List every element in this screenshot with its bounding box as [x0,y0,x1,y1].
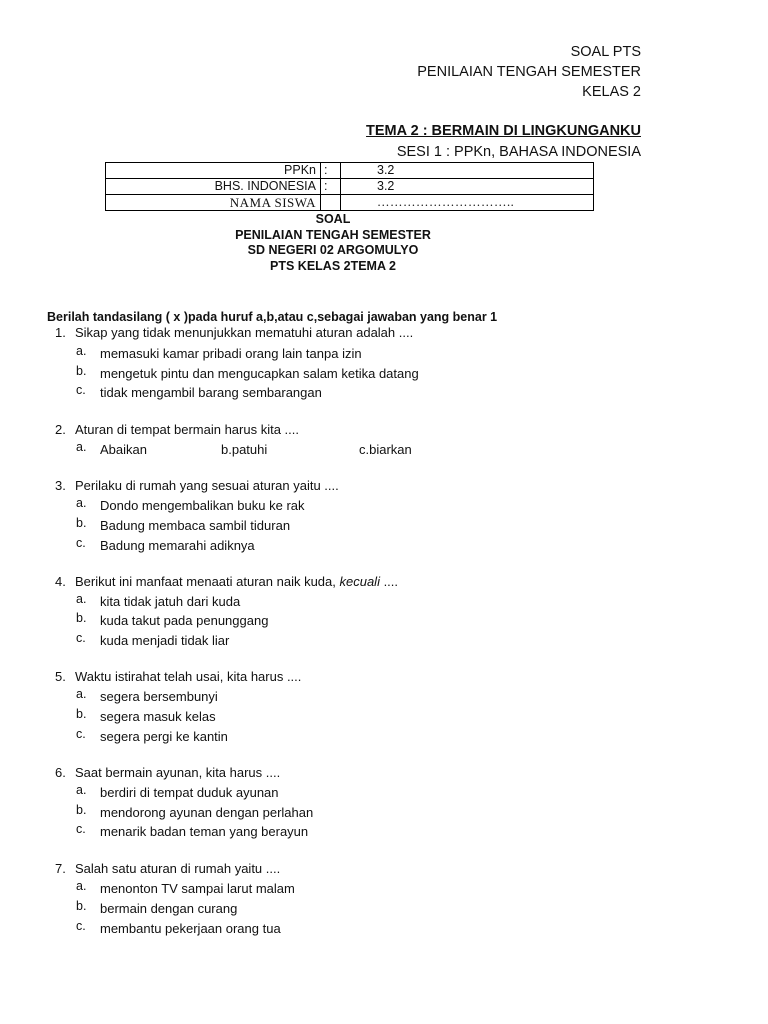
info-separator: : [321,179,341,195]
info-row [106,179,594,195]
option-text: Badung membaca sambil tiduran [100,518,291,533]
question-number: 1. [55,325,66,340]
option-text: c.biarkan [359,442,412,457]
question [55,325,413,340]
title-block [0,212,768,274]
header-subtitle: PENILAIAN TENGAH SEMESTER [417,64,641,80]
option-text: bermain dengan curang [100,901,238,916]
option-text: Abaikan [100,442,147,457]
info-label: NAMA SISWA [106,195,321,211]
option-letter: b. [76,611,87,625]
option-text: menarik badan teman yang berayun [100,824,309,839]
question-text-part: .... [379,574,399,589]
theme-title: TEMA 2 : BERMAIN DI LINGKUNGANKU [366,123,641,139]
option-text: membantu pekerjaan orang tua [100,921,281,936]
answer-option[interactable] [76,594,240,609]
answer-option[interactable] [76,366,419,381]
option-text: segera pergi ke kantin [100,729,228,744]
document-header [417,42,641,102]
question-text: Salah satu aturan di rumah yaitu .... [75,861,281,876]
question-text: Waktu istirahat telah usai, kita harus .... [75,669,302,684]
question [55,478,339,493]
question-text-emphasis: kecuali [339,574,380,589]
option-text: segera masuk kelas [100,709,216,724]
question-number: 4. [55,574,66,589]
answer-option[interactable] [76,901,237,916]
answer-option[interactable] [76,785,279,800]
question-text: Aturan di tempat bermain harus kita .... [75,422,299,437]
question-text: Saat bermain ayunan, kita harus .... [75,765,281,780]
question [55,765,280,780]
info-separator [321,195,341,211]
option-letter: b. [76,899,87,913]
answer-option[interactable] [359,442,412,457]
instruction: Berilah tandasilang ( x )pada huruf a,b,atau c,sebagai jawaban yang benar 1 [47,310,498,324]
question-number: 7. [55,861,66,876]
option-text: memasuki kamar pribadi orang lain tanpa izin [100,346,362,361]
answer-option[interactable] [76,805,313,820]
answer-option[interactable] [76,689,218,704]
option-text: segera bersembunyi [100,689,218,704]
option-letter: a. [76,687,87,701]
option-letter: c. [76,727,86,741]
option-letter: c. [76,631,86,645]
option-text: kita tidak jatuh dari kuda [100,594,241,609]
option-text: kuda takut pada penunggang [100,613,269,628]
answer-option[interactable] [76,921,281,936]
option-text: kuda menjadi tidak liar [100,633,230,648]
option-text: berdiri di tempat duduk ayunan [100,785,279,800]
option-letter: a. [76,879,87,893]
option-letter: c. [76,536,86,550]
question [55,574,398,589]
school-name: SD NEGERI 02 ARGOMULYO [247,243,419,257]
question-number: 3. [55,478,66,493]
option-letter: b. [76,364,87,378]
question-number: 2. [55,422,66,437]
question [55,422,299,437]
option-letter: c. [76,822,86,836]
answer-option[interactable] [76,824,308,839]
info-table [105,162,594,211]
answer-option[interactable] [76,346,362,361]
info-value: 3.2 [341,163,594,179]
question-text: Perilaku di rumah yang sesuai aturan yaitu .... [75,478,339,493]
info-row [106,163,594,179]
option-letter: a. [76,344,87,358]
title-line: PENILAIAN TENGAH SEMESTER [235,227,431,242]
option-letter: a. [76,783,87,797]
answer-option[interactable] [76,538,255,553]
session-title: SESI 1 : PPKn, BAHASA INDONESIA [396,144,641,160]
answer-option[interactable] [76,518,290,533]
question-text-part: Berikut ini manfaat menaati aturan naik kuda, [75,574,340,589]
answer-option[interactable] [76,613,268,628]
option-text: mengetuk pintu dan mengucapkan salam ketika datang [100,366,419,381]
header-class: KELAS 2 [582,84,641,100]
answer-option[interactable] [221,442,267,457]
info-row [106,195,594,211]
option-text: tidak mengambil barang sembarangan [100,385,322,400]
answer-option[interactable] [76,498,305,513]
option-letter: a. [76,592,87,606]
answer-option[interactable] [76,729,228,744]
option-letter: b. [76,803,87,817]
question-number: 6. [55,765,66,780]
option-letter: a. [76,440,87,454]
answer-option[interactable] [76,385,322,400]
question [55,669,301,684]
option-text: b.patuhi [221,442,268,457]
header-title: SOAL PTS [570,44,641,60]
option-letter: b. [76,707,87,721]
question [55,861,280,876]
option-letter: b. [76,516,87,530]
option-text: Dondo mengembalikan buku ke rak [100,498,305,513]
option-letter: a. [76,496,87,510]
option-text: Badung memarahi adiknya [100,538,255,553]
info-label: PPKn [106,163,321,179]
info-value: 3.2 [341,179,594,195]
student-name-field[interactable]: ………………………….. [341,195,594,211]
question-text [75,574,398,589]
info-label: BHS. INDONESIA [106,179,321,195]
option-letter: c. [76,919,86,933]
info-separator: : [321,163,341,179]
question-text: Sikap yang tidak menunjukkan mematuhi aturan adalah .... [75,325,414,340]
option-text: mendorong ayunan dengan perlahan [100,805,314,820]
option-letter: c. [76,383,86,397]
answer-option[interactable] [76,442,147,457]
answer-option[interactable] [76,633,229,648]
answer-option[interactable] [76,709,216,724]
title-line: PTS KELAS 2TEMA 2 [270,258,396,273]
answer-option[interactable] [76,881,295,896]
option-text: menonton TV sampai larut malam [100,881,295,896]
title-line: SOAL [315,212,351,226]
question-number: 5. [55,669,66,684]
